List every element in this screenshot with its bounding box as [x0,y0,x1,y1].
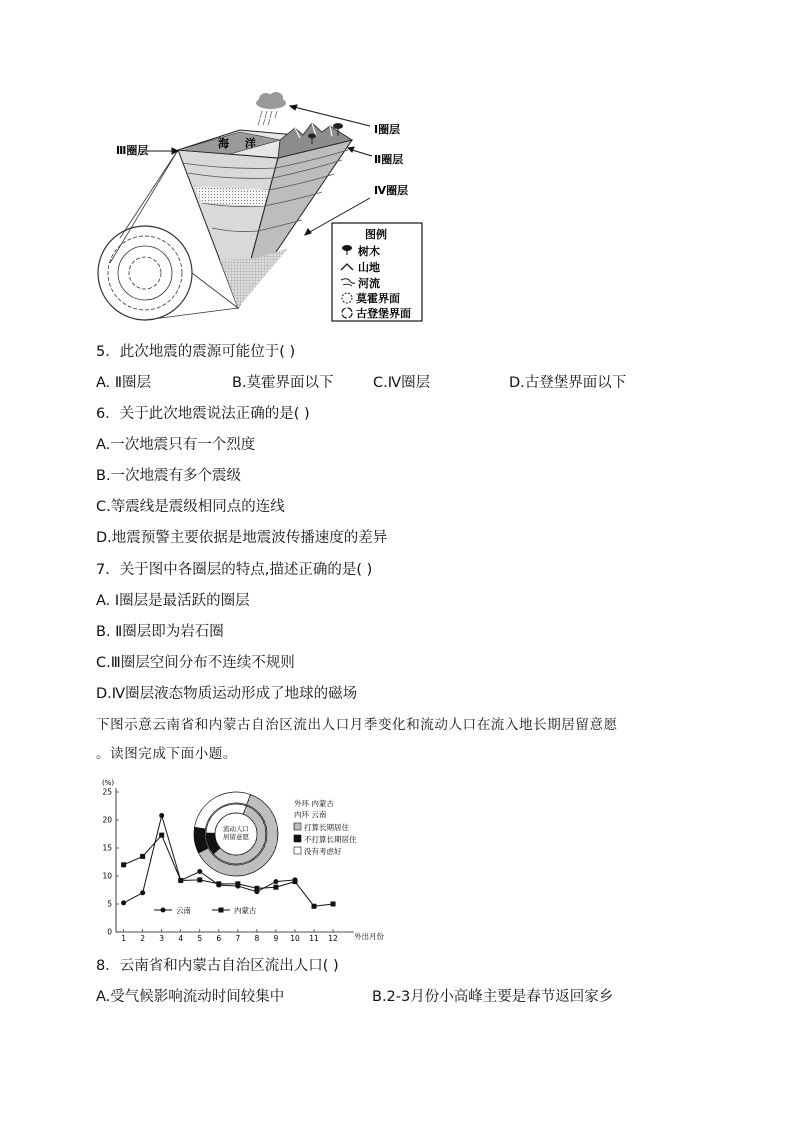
ocean-label: 海 洋 [218,137,262,150]
passage-intro-line-2: 。读图完成下面小题。 [96,746,237,762]
question-6-option-c[interactable]: C.等震线是震级相同点的连线 [96,499,285,515]
x-tick-label: 11 [309,934,319,943]
question-8-option-a[interactable]: A.受气候影响流动时间较集中 [96,989,285,1005]
data-point-yunnan [140,890,145,895]
x-axis-label: 外出月份 [354,932,384,941]
data-point-neimenggu [159,833,164,838]
passage-intro-line-1: 下图示意云南省和内蒙古自治区流出人口月季变化和流动人口在流入地长期居留意愿 [96,717,618,733]
y-axis-unit: (%) [102,779,115,787]
legend-item-label: 古登堡界面 [356,307,411,320]
layer-label-1: Ⅰ圈层 [374,123,401,136]
layer-label-4: Ⅳ圈层 [374,184,409,197]
y-tick-label: 0 [107,927,112,937]
legend-title: 图例 [365,228,387,241]
question-5-option-a[interactable]: A. Ⅱ圈层 [96,375,152,391]
y-tick-label: 20 [102,815,112,825]
x-tick-label: 5 [197,934,203,943]
question-6-option-d[interactable]: D.地震预警主要依据是地震波传播速度的差异 [96,530,388,546]
data-point-yunnan [273,879,278,884]
data-point-neimenggu [178,878,183,883]
donut-legend-item: 没有考虑好 [304,847,342,856]
question-7-option-c[interactable]: C.Ⅲ圈层空间分布不连续不规则 [96,655,295,671]
legend-item-label: 山地 [358,261,380,274]
x-tick-label: 10 [290,934,300,943]
x-tick-label: 12 [328,934,338,943]
x-tick-label: 7 [235,934,241,943]
earth-spheres-figure [90,88,430,323]
question-8-option-b[interactable]: B.2-3月份小高峰主要是春节返回家乡 [372,989,614,1005]
donut-legend-item: 不打算长期居住 [304,835,357,844]
question-5-option-d[interactable]: D.古登堡界面以下 [509,375,627,391]
y-tick-label: 10 [102,871,112,881]
data-point-neimenggu [216,881,221,886]
data-point-yunnan [159,813,164,818]
question-5-option-c[interactable]: C.Ⅳ圈层 [373,375,431,391]
earth-section-circles [98,226,192,320]
series-legend [154,905,257,915]
data-point-neimenggu [254,886,259,891]
data-point-neimenggu [235,881,240,886]
legend-series-neimenggu: 内蒙古 [234,906,257,915]
x-tick-label: 6 [216,934,222,943]
question-7-option-b[interactable]: B. Ⅱ圈层即为岩石圈 [96,624,224,640]
data-point-neimenggu [121,862,126,867]
question-5-option-b[interactable]: B.莫霍界面以下 [232,375,334,391]
layer-label-2: Ⅱ圈层 [374,153,404,166]
question-7-option-a[interactable]: A. Ⅰ圈层是最活跃的圈层 [96,593,250,609]
question-6-stem: 6．关于此次地震说法正确的是( ) [96,406,310,422]
x-tick-label: 4 [178,934,184,943]
question-7-option-d[interactable]: D.Ⅳ圈层液态物质运动形成了地球的磁场 [96,686,358,702]
donut-legend-item: 打算长期居住 [304,823,349,832]
donut-outer-ring-label: 外环 内蒙古 [294,799,334,808]
legend-series-yunnan: 云南 [176,906,191,915]
data-point-yunnan [197,869,202,874]
question-8-stem: 8．云南省和内蒙古自治区流出人口( ) [96,958,339,974]
donut-inner-ring-label: 内环 云南 [294,810,327,819]
x-tick-label: 2 [140,934,146,943]
data-point-neimenggu [292,879,297,884]
x-tick-label: 8 [254,934,260,943]
question-7-stem: 7．关于图中各圈层的特点,描述正确的是( ) [96,562,373,578]
data-point-neimenggu [312,904,317,909]
x-tick-label: 1 [121,934,127,943]
cloud-rain-icon [256,92,286,125]
donut-legend [294,822,357,856]
legend-item-label: 树木 [358,245,380,258]
x-tick-label: 3 [159,934,165,943]
data-point-neimenggu [197,877,202,882]
data-point-neimenggu [273,885,278,890]
population-flow-chart [96,776,406,946]
map-legend [332,223,422,321]
question-6-option-a[interactable]: A.一次地震只有一个烈度 [96,437,256,453]
y-tick-label: 15 [102,843,112,853]
donut-center-line-1: 流动人口 [223,825,249,833]
legend-item-label: 河流 [358,277,380,290]
question-5-stem: 5．此次地震的震源可能位于( ) [96,344,296,360]
x-tick-label: 9 [273,934,279,943]
y-tick-label: 25 [102,787,112,797]
question-6-option-b[interactable]: B.一次地震有多个震级 [96,468,242,484]
legend-item-label: 莫霍界面 [356,292,400,305]
data-point-neimenggu [140,854,145,859]
y-tick-label: 5 [107,899,112,909]
data-point-neimenggu [331,902,336,907]
layer-label-3: Ⅲ圈层 [116,144,149,157]
donut-center-line-2: 居留意愿 [223,833,249,841]
data-point-yunnan [121,900,126,905]
